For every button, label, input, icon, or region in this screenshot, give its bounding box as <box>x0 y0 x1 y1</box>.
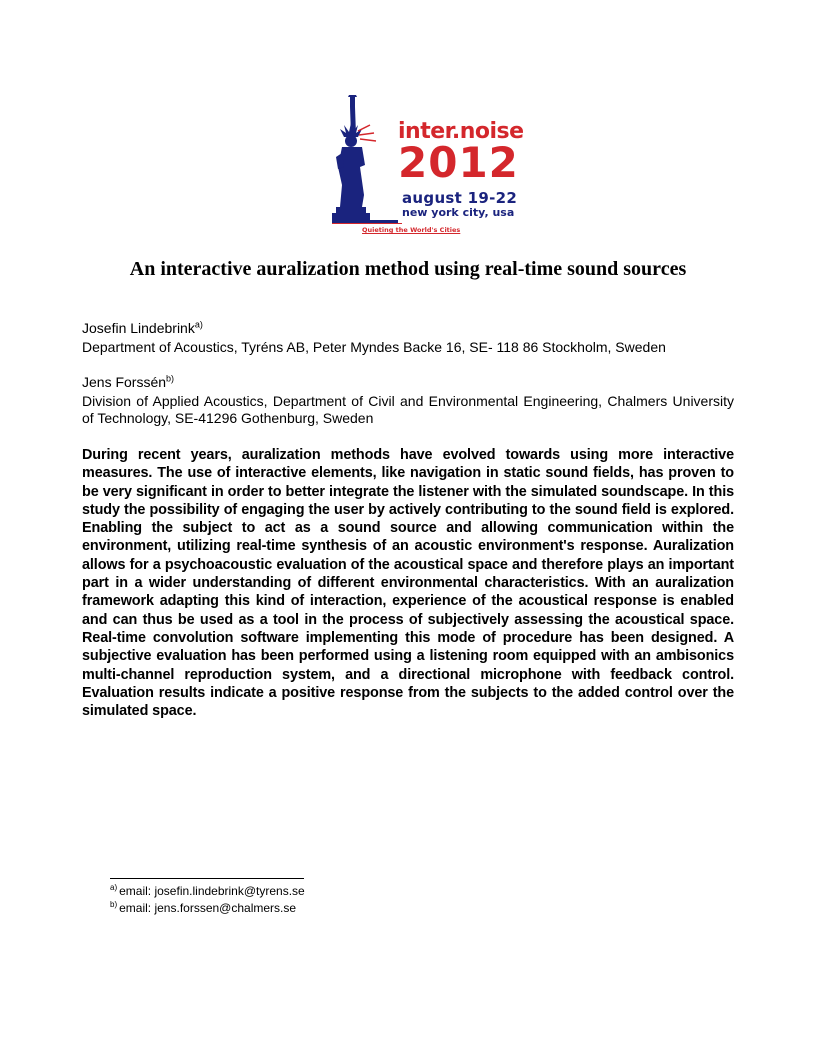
author-affiliation: Department of Acoustics, Tyréns AB, Peter Myndes Backe 16, SE- 118 86 Stockholm, Sweden <box>82 339 666 355</box>
logo-location: new york city, usa <box>402 206 515 219</box>
footnote-divider <box>110 878 304 879</box>
footnote-marker: a) <box>110 883 118 892</box>
paper-title: An interactive auralization method using real-time sound sources <box>129 258 687 280</box>
author-marker: b) <box>166 373 175 384</box>
author-affiliation: Division of Applied Acoustics, Department of Civil and Environmental Engineering, Chalmers University of Technology, SE-41296 Gothenburg, Sweden <box>82 393 734 426</box>
author-marker: a) <box>194 319 203 330</box>
author-name-text: Josefin Lindebrink <box>82 320 195 336</box>
footnote <box>110 884 305 898</box>
logo-name: inter.noise <box>398 119 524 144</box>
logo-dates: august 19-22 <box>402 189 518 207</box>
author-name-text: Jens Forssén <box>82 374 167 390</box>
footnote-email: email: josefin.lindebrink@tyrens.se <box>119 884 305 898</box>
footnote-email: email: jens.forssen@chalmers.se <box>119 901 297 915</box>
footnote-marker: b) <box>110 900 118 909</box>
abstract: During recent years, auralization methods have evolved towards using more interactive measures. The use of interactive elements, like navigation in static sound fields, has proven to be very significant in order to better integrate the listener with the simulated soundscape. In this study the possibility of engaging the user by actively contributing to the sound field is explored. Enabling the subject to act as a sound source and allowing communication within the environment, utilizing real-time synthesis of an acoustic environment's response. Auralization allows for a psychoacoustic evaluation of the acoustical space and therefore plays an important part in a wider understanding of different environmental characteristics. With an auralization framework adapting this kind of interaction, experience of the acoustical response is enabled and can thus be used as a tool in the process of subjectively assessing the acoustical space. Real-time convolution software implementing this mode of procedure has been designed. A subjective evaluation has been performed using a listening room equipped with an ambisonics multi-channel reproduction system, and a directional microphone with feedback control. Evaluation results indicate a positive response from the subjects to the added control over the simulated space. <box>82 447 734 720</box>
logo-tagline: Quieting the World's Cities <box>362 226 461 234</box>
logo-year: 2012 <box>398 138 519 187</box>
conference-logo <box>332 95 522 243</box>
footnote <box>110 901 296 915</box>
author-name <box>82 320 203 337</box>
author-name <box>82 374 174 391</box>
